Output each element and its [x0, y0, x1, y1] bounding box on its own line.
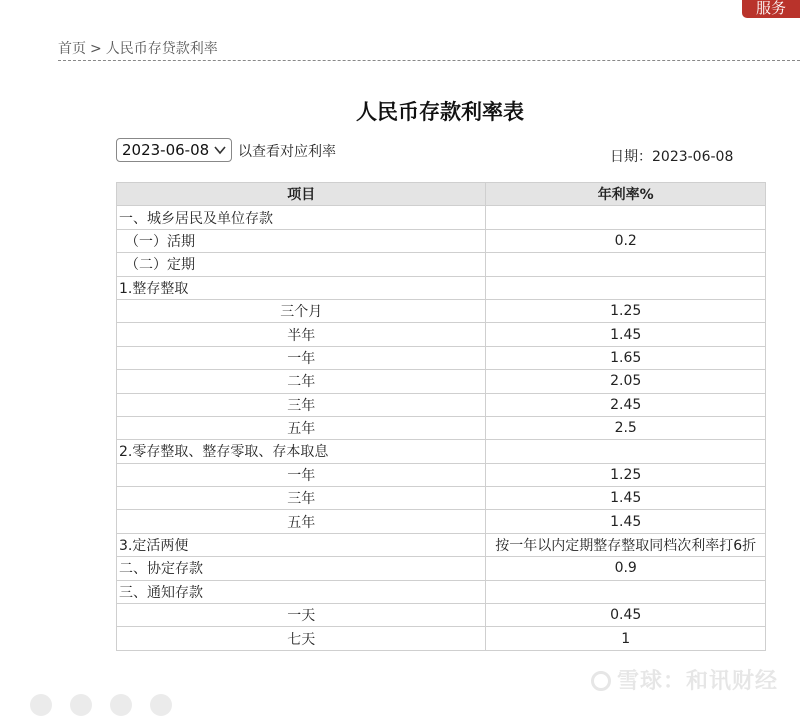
date-select-value: 2023-06-08: [122, 141, 210, 159]
row-item-cell: 二、协定存款: [117, 557, 486, 580]
row-rate-cell: 1: [486, 627, 766, 650]
column-header-rate: 年利率%: [486, 183, 766, 206]
row-rate-cell: 1.25: [486, 463, 766, 486]
table-row: [117, 580, 766, 603]
row-rate-cell: 2.5: [486, 416, 766, 439]
row-item-cell: 3.定活两便: [117, 533, 486, 556]
table-row: [117, 299, 766, 322]
toolbar-circle-icon[interactable]: [150, 694, 172, 716]
row-item-cell: 三个月: [117, 299, 486, 322]
breadcrumb-separator: >: [90, 41, 102, 57]
row-rate-cell: [486, 276, 766, 299]
table-row: [117, 206, 766, 229]
chevron-down-icon: [213, 139, 227, 169]
bottom-toolbar: [30, 694, 190, 720]
watermark-text: 雪球：和讯财经: [616, 669, 778, 694]
date-label: 日期：2023-06-08: [610, 149, 734, 165]
snowball-logo-icon: [591, 671, 611, 691]
table-row: [117, 370, 766, 393]
row-item-cell: 五年: [117, 416, 486, 439]
row-item-cell: 半年: [117, 323, 486, 346]
row-item-cell: 2.零存整取、整存零取、存本取息: [117, 440, 486, 463]
table-row: [117, 229, 766, 252]
date-select-hint: 以查看对应利率: [238, 144, 336, 160]
row-rate-cell: 0.9: [486, 557, 766, 580]
row-item-cell: 一年: [117, 463, 486, 486]
row-rate-cell: 1.45: [486, 487, 766, 510]
row-item-cell: 一年: [117, 346, 486, 369]
row-rate-cell: 2.45: [486, 393, 766, 416]
row-item-cell: 二年: [117, 370, 486, 393]
row-rate-cell: 0.2: [486, 229, 766, 252]
row-rate-cell: 1.45: [486, 510, 766, 533]
table-row: [117, 604, 766, 627]
row-rate-cell: [486, 253, 766, 276]
table-row: [117, 393, 766, 416]
row-rate-cell: [486, 580, 766, 603]
table-row: [117, 346, 766, 369]
table-row: [117, 487, 766, 510]
table-row: [117, 416, 766, 439]
table-row: [117, 253, 766, 276]
row-item-cell: （一）活期: [117, 229, 486, 252]
table-row: [117, 510, 766, 533]
row-item-cell: （二）定期: [117, 253, 486, 276]
table-body: [117, 206, 766, 650]
row-rate-cell: [486, 440, 766, 463]
watermark: [591, 664, 778, 695]
row-item-cell: 三年: [117, 487, 486, 510]
column-header-item: 项目: [117, 183, 486, 206]
row-rate-cell: 按一年以内定期整存整取同档次利率打6折: [486, 533, 766, 556]
toolbar-circle-icon[interactable]: [70, 694, 92, 716]
row-item-cell: 三、通知存款: [117, 580, 486, 603]
row-rate-cell: 1.45: [486, 323, 766, 346]
breadcrumb-home-link[interactable]: 首页: [58, 41, 86, 57]
date-select[interactable]: [116, 138, 232, 162]
row-rate-cell: 0.45: [486, 604, 766, 627]
table-row: [117, 557, 766, 580]
service-button[interactable]: 服务: [742, 0, 800, 18]
deposit-rate-table: [116, 182, 766, 651]
row-rate-cell: 1.65: [486, 346, 766, 369]
row-item-cell: 五年: [117, 510, 486, 533]
table-header-row: [117, 183, 766, 206]
page-title: 人民币存款利率表: [356, 100, 524, 124]
row-rate-cell: 2.05: [486, 370, 766, 393]
row-item-cell: 一天: [117, 604, 486, 627]
row-rate-cell: 1.25: [486, 299, 766, 322]
row-item-cell: 1.整存整取: [117, 276, 486, 299]
table-row: [117, 463, 766, 486]
breadcrumb-divider: [58, 60, 800, 61]
row-item-cell: 一、城乡居民及单位存款: [117, 206, 486, 229]
table-row: [117, 323, 766, 346]
breadcrumb-current[interactable]: 人民币存贷款利率: [105, 41, 218, 57]
row-item-cell: 三年: [117, 393, 486, 416]
table-row: [117, 627, 766, 650]
breadcrumb: [58, 38, 222, 58]
table-row: [117, 440, 766, 463]
table-row: [117, 276, 766, 299]
table-row: [117, 533, 766, 556]
toolbar-circle-icon[interactable]: [110, 694, 132, 716]
row-item-cell: 七天: [117, 627, 486, 650]
row-rate-cell: [486, 206, 766, 229]
toolbar-circle-icon[interactable]: [30, 694, 52, 716]
